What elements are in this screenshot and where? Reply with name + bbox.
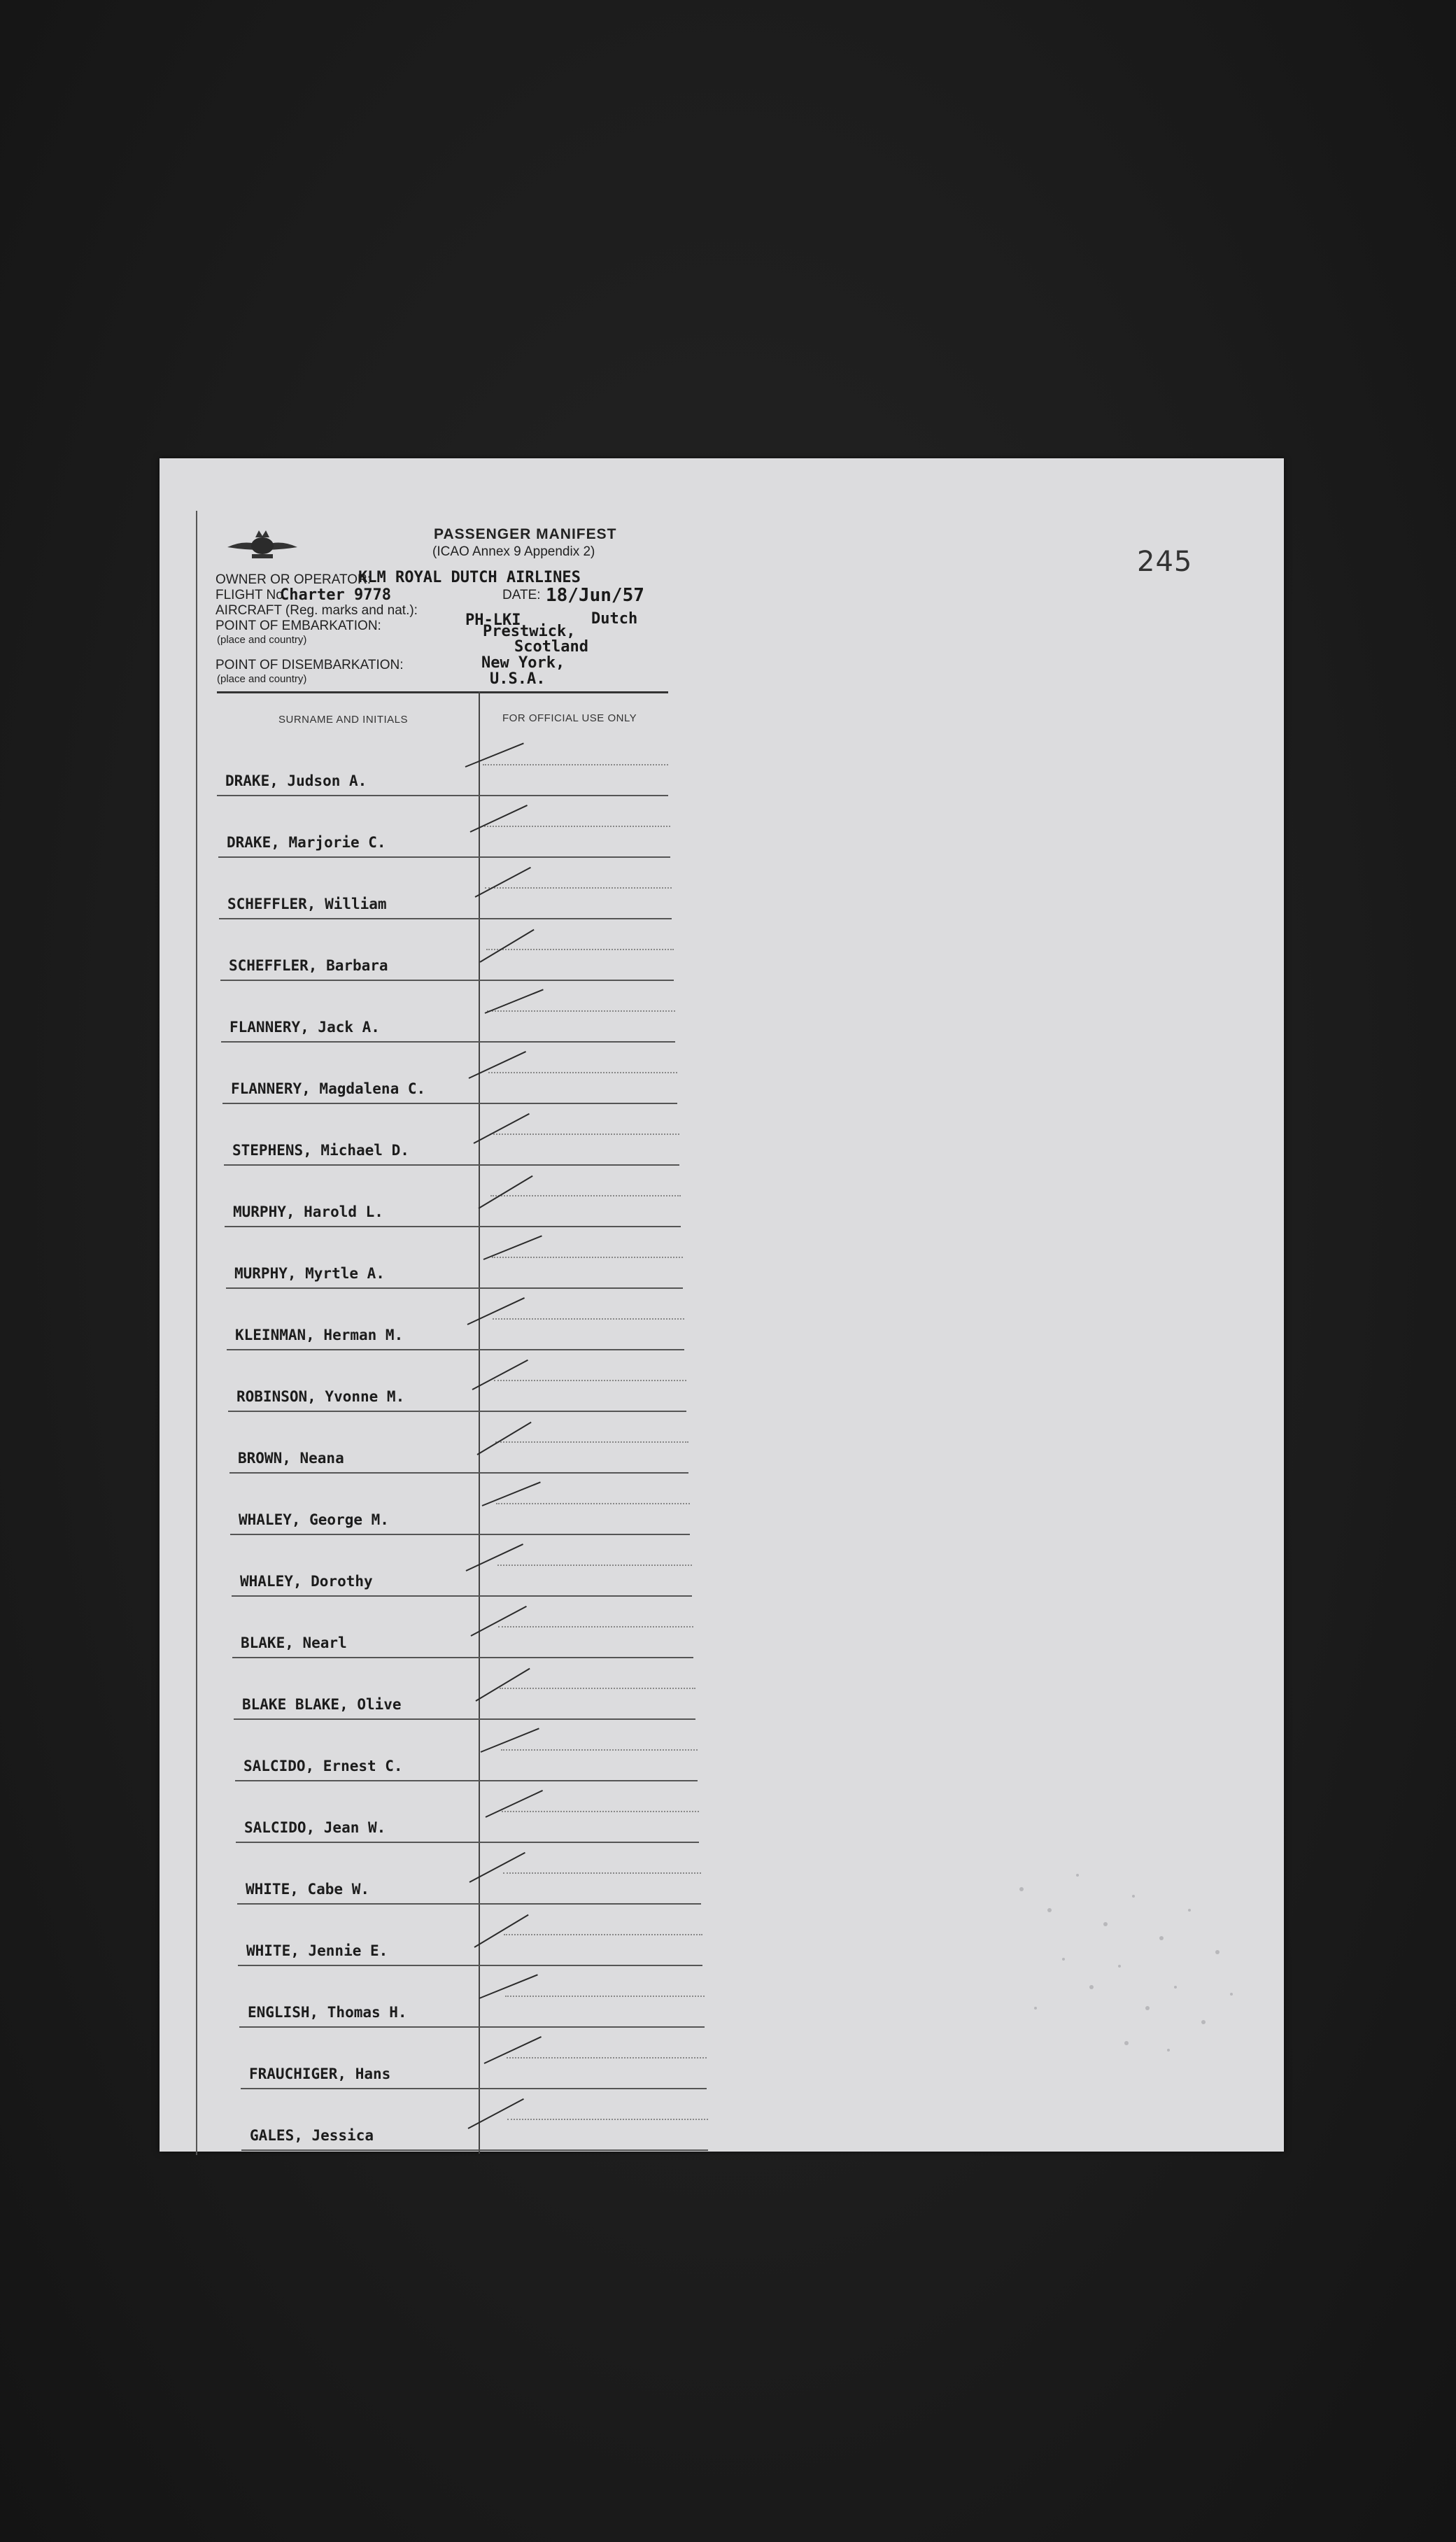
klm-crown-logo-icon (224, 526, 301, 568)
row-dotted-guide (502, 1811, 699, 1812)
passenger-row (225, 1166, 681, 1227)
row-dotted-guide (483, 764, 668, 765)
passenger-name: FLANNERY, Magdalena C. (231, 1080, 426, 1097)
passenger-name: WHITE, Jennie E. (246, 1942, 388, 1959)
row-dotted-guide (494, 1380, 686, 1381)
date-label: DATE: (502, 588, 541, 602)
passenger-row (239, 1966, 705, 2028)
passenger-row (237, 1843, 701, 1905)
row-dotted-guide (498, 1626, 693, 1627)
row-dotted-guide (484, 826, 670, 827)
document-subtitle: (ICAO Annex 9 Appendix 2) (432, 544, 595, 559)
passenger-name: MURPHY, Myrtle A. (234, 1265, 385, 1282)
passenger-row (224, 1104, 679, 1166)
passenger-row (230, 1474, 690, 1535)
disembarkation-sublabel: (place and country) (217, 673, 307, 685)
row-dotted-guide (497, 1565, 692, 1566)
passenger-name: MURPHY, Harold L. (233, 1203, 383, 1220)
flight-value: Charter 9778 (280, 586, 391, 604)
row-dotted-guide (507, 2057, 707, 2059)
owner-value: KLM ROYAL DUTCH AIRLINES (358, 569, 581, 586)
disembarkation-value: New York, (481, 654, 565, 672)
embarkation-sublabel: (place and country) (217, 634, 307, 646)
passenger-name: WHALEY, George M. (239, 1511, 389, 1528)
passenger-row (227, 1289, 684, 1350)
passenger-name: WHALEY, Dorothy (240, 1573, 373, 1590)
page-number: 245 (1137, 546, 1193, 578)
row-dotted-guide (504, 1934, 702, 1935)
passenger-name: KLEINMAN, Herman M. (235, 1327, 404, 1343)
row-dotted-guide (507, 2119, 708, 2120)
disembarkation-label: POINT OF DISEMBARKATION: (215, 658, 404, 672)
passenger-name: FLANNERY, Jack A. (229, 1019, 380, 1036)
row-dotted-guide (501, 1749, 698, 1751)
row-dotted-guide (503, 1872, 701, 1874)
row-dotted-guide (505, 1996, 705, 1997)
passenger-name: WHITE, Cabe W. (246, 1881, 370, 1898)
passenger-name: ENGLISH, Thomas H. (248, 2004, 407, 2021)
passenger-name: GALES, Jessica (250, 2127, 374, 2144)
passenger-name: SCHEFFLER, Barbara (229, 957, 388, 974)
row-dotted-guide (492, 1257, 683, 1258)
passenger-name: BLAKE, Nearl (241, 1634, 347, 1651)
passenger-name: ROBINSON, Yvonne M. (236, 1388, 405, 1405)
passenger-name: DRAKE, Judson A. (225, 772, 367, 789)
row-dotted-guide (496, 1503, 690, 1504)
passenger-name: SCHEFFLER, William (227, 896, 387, 912)
flight-label: FLIGHT No (215, 588, 283, 602)
table-top-rule (217, 691, 668, 693)
embarkation-label: POINT OF EMBARKATION: (215, 619, 381, 633)
column-header-surname: SURNAME AND INITIALS (278, 714, 409, 726)
margin-rule (196, 511, 197, 2155)
row-dotted-guide (485, 887, 672, 889)
passenger-row (226, 1227, 683, 1289)
passenger-row (232, 1597, 693, 1658)
passenger-row (232, 1535, 692, 1597)
passenger-row (217, 735, 668, 796)
passenger-row (229, 1412, 688, 1474)
passenger-row (218, 796, 670, 858)
owner-label: OWNER OR OPERATOR: (215, 572, 372, 587)
passenger-row (220, 919, 674, 981)
embarkation-value: Prestwick, (483, 623, 576, 640)
passenger-name: SALCIDO, Jean W. (244, 1819, 386, 1836)
date-value: 18/Jun/57 (546, 585, 644, 606)
passenger-name: BROWN, Neana (238, 1450, 344, 1467)
document-title: PASSENGER MANIFEST (434, 526, 617, 542)
passenger-row (241, 2089, 708, 2151)
passenger-row (236, 1781, 699, 1843)
passenger-name: SALCIDO, Ernest C. (243, 1758, 403, 1774)
row-dotted-guide (488, 1072, 677, 1073)
passenger-name: STEPHENS, Michael D. (232, 1142, 409, 1159)
passenger-name: BLAKE BLAKE, Olive (242, 1696, 402, 1713)
passenger-row (234, 1658, 695, 1720)
row-dotted-guide (490, 1134, 679, 1135)
aircraft-value: PH-LKI (465, 612, 521, 629)
aircraft-label: AIRCRAFT (Reg. marks and nat.): (215, 603, 418, 618)
aircraft-nationality: Dutch (591, 610, 638, 628)
disembarkation-country: U.S.A. (490, 670, 546, 688)
row-rule (241, 2149, 708, 2151)
column-header-official: FOR OFFICIAL USE ONLY (502, 712, 637, 724)
passenger-row (238, 1905, 702, 1966)
row-dotted-guide (486, 949, 674, 950)
passenger-name: FRAUCHIGER, Hans (249, 2066, 391, 2082)
paper-speckle (994, 1847, 1259, 2071)
passenger-name: DRAKE, Marjorie C. (227, 834, 386, 851)
row-dotted-guide (500, 1688, 695, 1689)
embarkation-country: Scotland (514, 638, 588, 656)
row-dotted-guide (493, 1318, 684, 1320)
row-dotted-guide (487, 1010, 675, 1012)
passenger-row (221, 981, 675, 1043)
row-dotted-guide (490, 1195, 681, 1196)
passenger-row (235, 1720, 698, 1781)
passenger-row (219, 858, 672, 919)
row-dotted-guide (495, 1441, 688, 1443)
passenger-row (228, 1350, 686, 1412)
passenger-row (241, 2028, 707, 2089)
passenger-row (222, 1043, 677, 1104)
